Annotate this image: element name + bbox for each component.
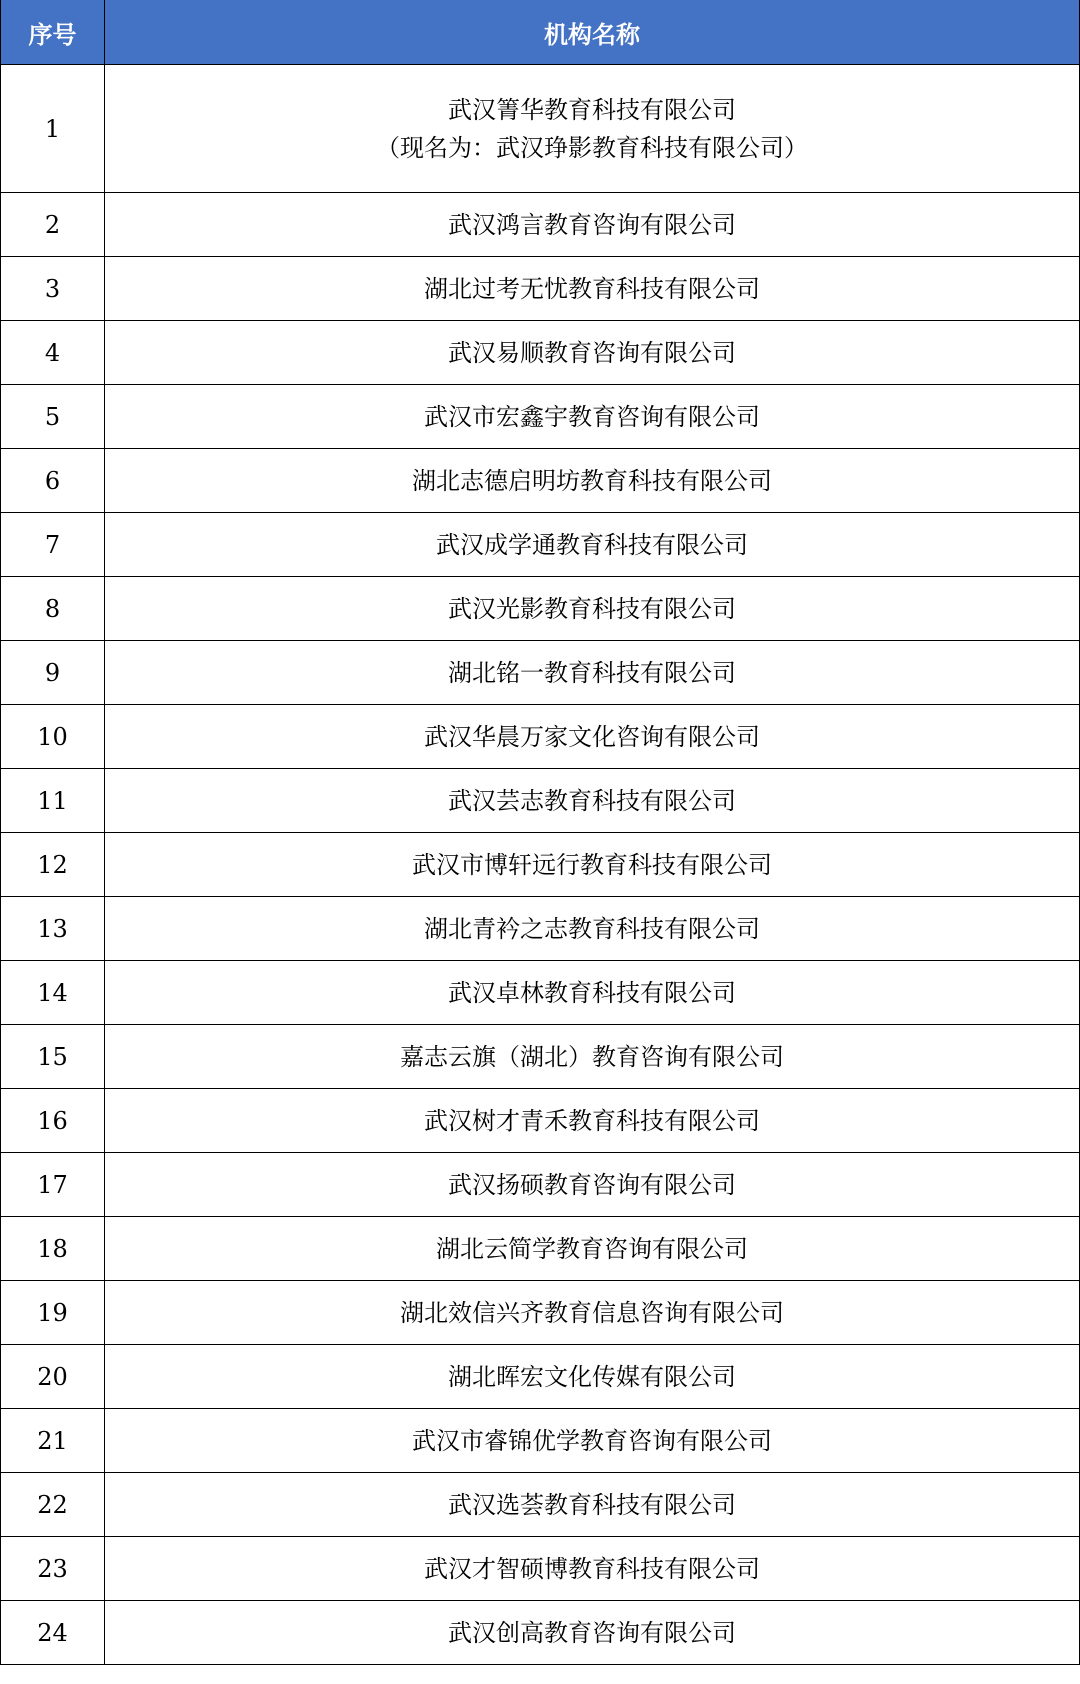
header-num: 序号	[1, 0, 105, 65]
institution-name-cell	[105, 321, 1080, 385]
institution-name: 武汉光影教育科技有限公司	[448, 594, 736, 623]
institution-name-cell	[105, 1217, 1080, 1281]
table-row	[1, 449, 1080, 513]
row-number: 12	[1, 833, 105, 897]
row-number: 4	[1, 321, 105, 385]
institution-name: 武汉市宏鑫宇教育咨询有限公司	[424, 402, 760, 431]
table-row	[1, 897, 1080, 961]
institution-name: 武汉华晨万家文化咨询有限公司	[424, 722, 760, 751]
institution-name: 武汉成学通教育科技有限公司	[436, 530, 748, 559]
row-number: 23	[1, 1537, 105, 1601]
table-row	[1, 1409, 1080, 1473]
institution-name-cell	[105, 1537, 1080, 1601]
institution-name-cell	[105, 1025, 1080, 1089]
table-row	[1, 769, 1080, 833]
table-row	[1, 257, 1080, 321]
institution-name: 武汉扬硕教育咨询有限公司	[448, 1170, 736, 1199]
table-row	[1, 193, 1080, 257]
institution-name-cell	[105, 833, 1080, 897]
row-number: 7	[1, 513, 105, 577]
row-number: 11	[1, 769, 105, 833]
institution-name: 武汉市博轩远行教育科技有限公司	[412, 850, 772, 879]
row-number: 15	[1, 1025, 105, 1089]
institution-name-cell	[105, 577, 1080, 641]
institution-name-cell	[105, 65, 1080, 193]
row-number: 24	[1, 1601, 105, 1665]
table-row	[1, 385, 1080, 449]
institution-name: 湖北晖宏文化传媒有限公司	[448, 1362, 736, 1391]
table-row	[1, 1025, 1080, 1089]
institution-name-cell	[105, 1153, 1080, 1217]
row-number: 14	[1, 961, 105, 1025]
table-body	[1, 65, 1080, 1665]
institution-name: 武汉芸志教育科技有限公司	[448, 786, 736, 815]
institution-name-cell	[105, 897, 1080, 961]
table-row	[1, 321, 1080, 385]
table-row	[1, 705, 1080, 769]
table-header	[1, 0, 1080, 65]
row-number: 6	[1, 449, 105, 513]
table-row	[1, 513, 1080, 577]
institution-name: 武汉鸿言教育咨询有限公司	[448, 210, 736, 239]
institution-name-cell	[105, 961, 1080, 1025]
table-row	[1, 1217, 1080, 1281]
row-number: 18	[1, 1217, 105, 1281]
row-number: 21	[1, 1409, 105, 1473]
row-number: 8	[1, 577, 105, 641]
row-number: 3	[1, 257, 105, 321]
row-number: 17	[1, 1153, 105, 1217]
header-row	[1, 0, 1080, 65]
row-number: 13	[1, 897, 105, 961]
institution-name-cell	[105, 1409, 1080, 1473]
row-number: 2	[1, 193, 105, 257]
institution-name: 武汉箐华教育科技有限公司	[448, 95, 736, 124]
institution-name: 武汉市睿锦优学教育咨询有限公司	[412, 1426, 772, 1455]
institution-name-cell	[105, 513, 1080, 577]
row-number: 1	[1, 65, 105, 193]
institution-name: 湖北云简学教育咨询有限公司	[436, 1234, 748, 1263]
table-row	[1, 1281, 1080, 1345]
institution-name: 武汉创高教育咨询有限公司	[448, 1618, 736, 1647]
institution-name: 湖北效信兴齐教育信息咨询有限公司	[400, 1298, 784, 1327]
institution-name: 武汉卓林教育科技有限公司	[448, 978, 736, 1007]
row-number: 19	[1, 1281, 105, 1345]
institution-name: 湖北青衿之志教育科技有限公司	[424, 914, 760, 943]
institution-name: 嘉志云旗（湖北）教育咨询有限公司	[400, 1042, 784, 1071]
institution-name-cell	[105, 705, 1080, 769]
institution-name: 武汉选荟教育科技有限公司	[448, 1490, 736, 1519]
institution-name: 武汉易顺教育咨询有限公司	[448, 338, 736, 367]
row-number: 9	[1, 641, 105, 705]
row-number: 22	[1, 1473, 105, 1537]
institution-name: 湖北铭一教育科技有限公司	[448, 658, 736, 687]
institution-name-cell	[105, 449, 1080, 513]
table-row	[1, 577, 1080, 641]
institution-name-cell	[105, 1089, 1080, 1153]
table-row	[1, 1089, 1080, 1153]
table-row	[1, 65, 1080, 193]
table-row	[1, 1345, 1080, 1409]
row-number: 5	[1, 385, 105, 449]
header-name: 机构名称	[105, 0, 1080, 65]
table-row	[1, 1601, 1080, 1665]
table-row	[1, 833, 1080, 897]
table-row	[1, 1153, 1080, 1217]
institution-name-cell	[105, 257, 1080, 321]
institution-name-cell	[105, 641, 1080, 705]
institution-name-cell	[105, 769, 1080, 833]
institution-name-cell	[105, 1601, 1080, 1665]
institution-name-cell	[105, 1281, 1080, 1345]
institution-name: 湖北过考无忧教育科技有限公司	[424, 274, 760, 303]
table-row	[1, 641, 1080, 705]
institution-name: 武汉才智硕博教育科技有限公司	[424, 1554, 760, 1583]
institution-name-cell	[105, 1345, 1080, 1409]
table-row	[1, 961, 1080, 1025]
row-number: 10	[1, 705, 105, 769]
institution-name: 武汉树才青禾教育科技有限公司	[424, 1106, 760, 1135]
institution-name: 湖北志德启明坊教育科技有限公司	[412, 466, 772, 495]
row-number: 20	[1, 1345, 105, 1409]
table-row	[1, 1537, 1080, 1601]
institution-name-cell	[105, 193, 1080, 257]
institution-name-cell	[105, 1473, 1080, 1537]
institution-name-cell	[105, 385, 1080, 449]
institution-current-name-note: （现名为：武汉琤影教育科技有限公司）	[376, 133, 808, 162]
row-number: 16	[1, 1089, 105, 1153]
table-row	[1, 1473, 1080, 1537]
